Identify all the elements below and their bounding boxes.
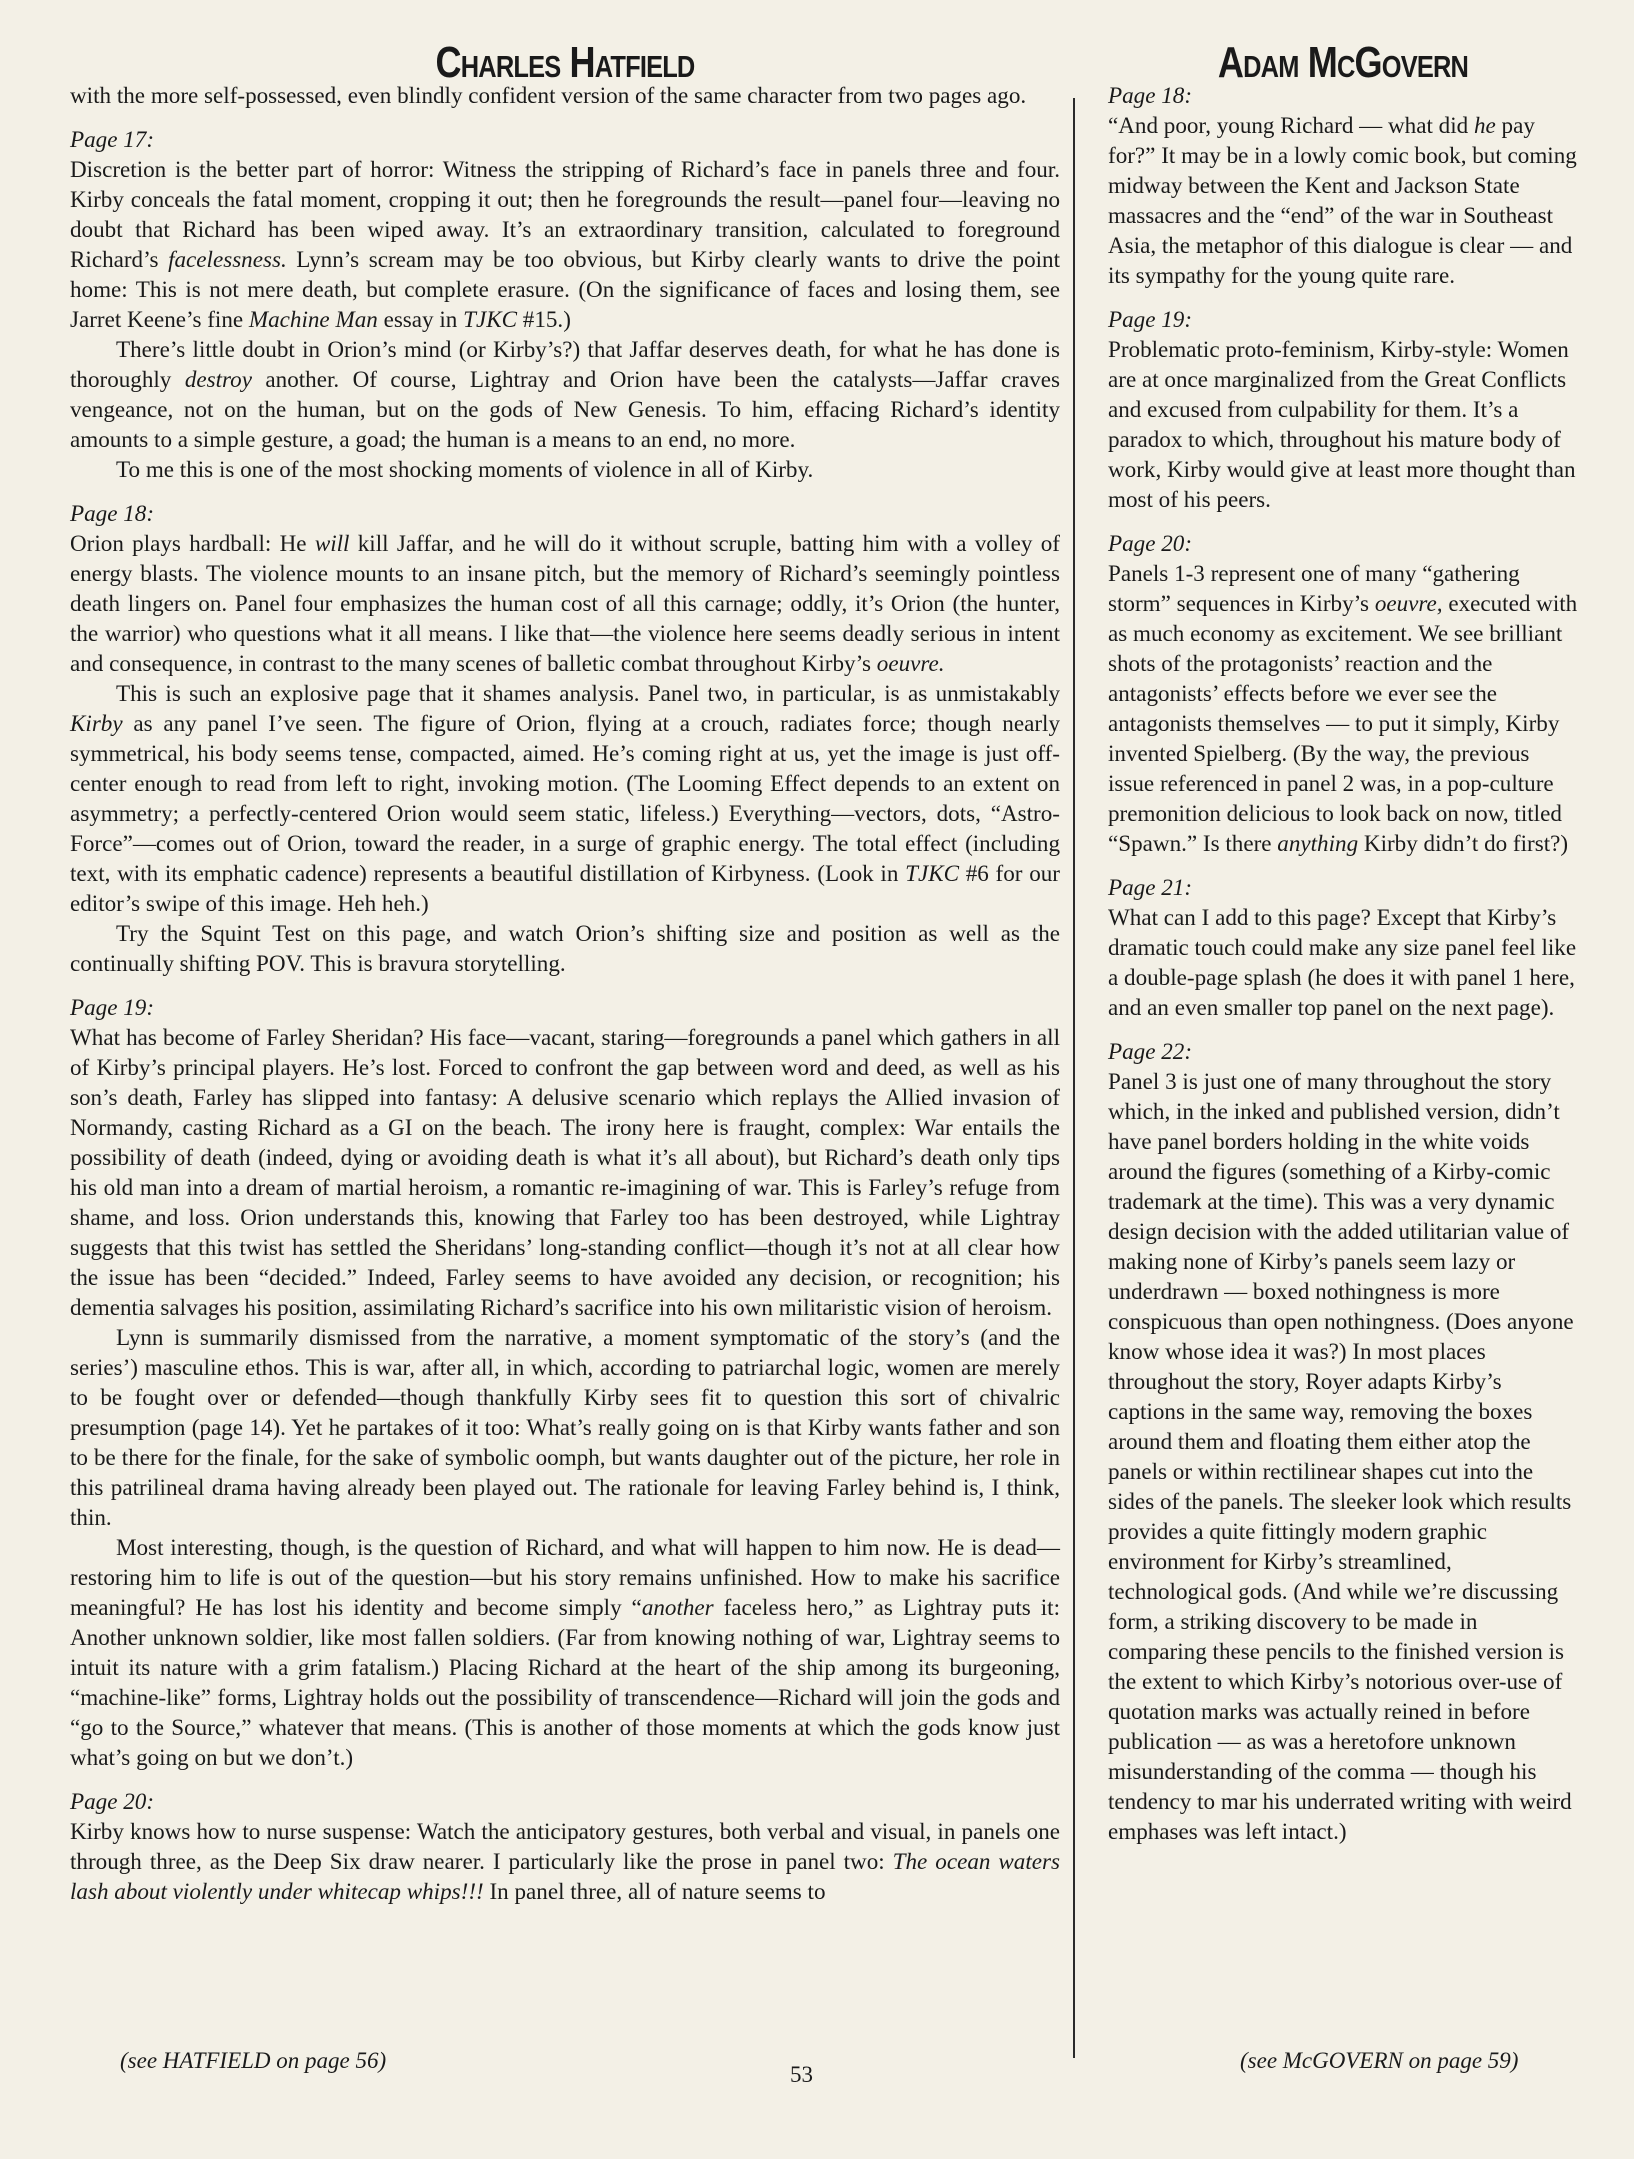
right-page19-paragraph: Problematic proto-feminism, Kirby-style: Women are at once marginalized from the Great Conflicts and excused from culpability for them. It’s a paradox to which, throughout his mature body of work, Kirby would give at least more thought than most of his peers. (1108, 336, 1576, 512)
left-continuation-note: (see HATFIELD on page 56) (120, 2048, 387, 2073)
intro-paragraph: with the more self-possessed, even blindly confident version of the same character from two pages ago. (70, 82, 1027, 108)
left-page19-paragraph-2: Lynn is summarily dismissed from the narrative, a moment symptomatic of the story’s (and the series’) masculine ethos. This is war, after all, in which, according to patriarchal logic, women are merely to be fought over or defended—though thankfully Kirby sees fit to question this sort of chivalric presumption (page 14). Yet he partakes of it too: What’s really going on is that Kirby wants father and son to be there for the finale, for the sake of symbolic oomph, but wants daughter out of the picture, her role in this patrilineal drama having already been played out. The rationale for leaving Farley behind is, I think, thin. (70, 1324, 1060, 1530)
right-page21-heading: Page 21: (1108, 874, 1193, 900)
left-column-hatfield (70, 38, 1061, 1906)
right-page21-paragraph: What can I add to this page? Except that Kirby’s dramatic touch could make any size panel feel like a double-page splash (he does it with panel 1 here, and an even smaller top panel on the next page). (1108, 904, 1577, 1020)
right-page20-paragraph: Panels 1-3 represent one of many “gathering storm” sequences in Kirby’s oeuvre, executed with as much economy as excitement. We see brilliant shots of the protagonists’ reaction and the antagonists’ effects before we ever see the antagonists themselves — to put it simply, Kirby invented Spielberg. (By the way, the previous issue referenced in panel 2 was, in a pop-culture premonition delicious to look back on now, titled “Spawn.” Is there anything Kirby didn’t do first?) (1108, 560, 1578, 856)
left-page17-paragraph-3: To me this is one of the most shocking moments of violence in all of Kirby. (116, 456, 814, 482)
left-page18-paragraph-2: This is such an explosive page that it shames analysis. Panel two, in particular, is as unmistakably Kirby as any panel I’ve seen. The figure of Orion, flying at a crouch, radiates force; though nearly symmetrical, his body seems tense, compacted, aimed. He’s coming right at us, yet the image is just off-center enough to read from left to right, invoking motion. (The Looming Effect depends to an extent on asymmetry; a perfectly-centered Orion would seem static, lifeless.) Everything—vectors, dots, “Astro-Force”—comes out of Orion, toward the reader, in a surge of graphic energy. The total effect (including text, with its emphatic cadence) represents a beautiful distillation of Kirbyness. (Look in TJKC #6 for our editor’s swipe of this image. Heh heh.) (70, 680, 1060, 916)
left-page19-paragraph-1: What has become of Farley Sheridan? His face—vacant, staring—foregrounds a panel which gathers in all of Kirby’s principal players. He’s lost. Forced to confront the gap between word and deed, as well as his son’s death, Farley has slipped into fantasy: A delusive scenario which replays the Allied invasion of Normandy, casting Richard as a GI on the beach. The irony here is fraught, complex: War entails the possibility of death (indeed, dying or avoiding death is what it’s all about), but Richard’s death only tips his old man into a dream of martial heroism, a romantic re-imagining of war. This is Farley’s refuge from shame, and loss. Orion understands this, knowing that Farley too has been destroyed, while Lightray suggests that this twist has settled the Sheridans’ long-standing conflict—though it’s not at all clear how the issue has been “decided.” Indeed, Farley seems to have avoided any decision, or recognition; his dementia salvages his position, assimilating Richard’s sacrifice into his own militaristic vision of heroism. (70, 1024, 1060, 1320)
right-page18-heading: Page 18: (1108, 82, 1193, 108)
right-page19-heading: Page 19: (1108, 306, 1193, 332)
right-page18-paragraph: “And poor, young Richard — what did he pay for?” It may be in a lowly comic book, but coming midway between the Kent and Jackson State massacres and the “end” of the war in Southeast Asia, the metaphor of this dialogue is clear — and its sympathy for the young quite rare. (1108, 112, 1577, 288)
right-continuation-note: (see McGOVERN on page 59) (1240, 2048, 1519, 2073)
left-column-title: Charles Hatfield (435, 38, 695, 87)
left-page17-paragraph-1: Discretion is the better part of horror: Witness the stripping of Richard’s face in panels three and four. Kirby conceals the fatal moment, cropping it out; then he foregrounds the result—panel four—leaving no doubt that Richard has been wiped away. It’s an extraordinary transition, calculated to foreground Richard’s facelessness. Lynn’s scream may be too obvious, but Kirby clearly wants to drive the point home: This is not mere death, but complete erasure. (On the significance of faces and losing them, see Jarret Keene’s fine Machine Man essay in TJKC #15.) (70, 156, 1061, 332)
left-page17-heading: Page 17: (70, 126, 155, 152)
left-page20-paragraph-1: Kirby knows how to nurse suspense: Watch the anticipatory gestures, both verbal and visual, in panels one through three, as the Deep Six draw nearer. I particularly like the prose in panel two: The ocean waters lash about violently under whitecap whips!!! In panel three, all of nature seems to (70, 1818, 1060, 1904)
left-page17-paragraph-2: There’s little doubt in Orion’s mind (or Kirby’s?) that Jaffar deserves death, for what he has done is thoroughly destroy another. Of course, Lightray and Orion have been the catalysts—Jaffar craves vengeance, not on the human, but on the gods of New Genesis. To him, effacing Richard’s identity amounts to a simple gesture, a goad; the human is a means to an end, no more. (70, 336, 1060, 452)
right-page22-paragraph: Panel 3 is just one of many throughout the story which, in the inked and published version, didn’t have panel borders holding in the white voids around the figures (something of a Kirby-comic trademark at the time). This was a very dynamic design decision with the added utilitarian value of making none of Kirby’s panels seem lazy or underdrawn — boxed nothingness is more conspicuous than open nothingness. (Does anyone know whose idea it was?) In most places throughout the story, Royer adapts Kirby’s captions in the same way, removing the boxes around them and floating them either atop the panels or within rectilinear shapes cut into the sides of the panels. The sleeker look which results provides a quite fittingly modern graphic environment for Kirby’s streamlined, technological gods. (And while we’re discussing form, a striking discovery to be made in comparing these pencils to the finished version is the extent to which Kirby’s notorious over-use of quotation marks was actually reined in before publication — as was a heretofore unknown misunderstanding of the comma — though his tendency to mar his underrated writing with weird emphases was left intact.) (1108, 1068, 1574, 1844)
right-column-mcgovern (1108, 38, 1578, 1846)
page-number: 53 (790, 2062, 813, 2087)
left-page19-heading: Page 19: (70, 994, 155, 1020)
left-page18-paragraph-1: Orion plays hardball: He will kill Jaffar, and he will do it without scruple, batting him with a volley of energy blasts. The violence mounts to an insane pitch, but the memory of Richard’s seemingly pointless death lingers on. Panel four emphasizes the human cost of all this carnage; oddly, it’s Orion (the hunter, the warrior) who questions what it all means. I like that—the violence here seems deadly serious in intent and consequence, in contrast to the many scenes of balletic combat throughout Kirby’s oeuvre. (70, 530, 1060, 676)
right-page20-heading: Page 20: (1108, 530, 1193, 556)
left-page18-paragraph-3: Try the Squint Test on this page, and watch Orion’s shifting size and position as well as the continually shifting POV. This is bravura storytelling. (70, 920, 1060, 976)
right-column-title: Adam McGovern (1217, 38, 1469, 87)
left-page20-heading: Page 20: (70, 1788, 155, 1814)
left-page19-paragraph-3: Most interesting, though, is the question of Richard, and what will happen to him now. He is dead—restoring him to life is out of the question—but his story remains unfinished. How to make his sacrifice meaningful? He has lost his identity and become simply “another faceless hero,” as Lightray puts it: Another unknown soldier, like most fallen soldiers. (Far from knowing nothing of war, Lightray seems to intuit its nature with a grim fatalism.) Placing Richard at the heart of the ship among its burgeoning, “machine-like” forms, Lightray holds out the possibility of transcendence—Richard will join the gods and “go to the Source,” whatever that means. (This is another of those moments at which the gods know just what’s going on but we don’t.) (70, 1534, 1060, 1770)
column-divider (1073, 98, 1075, 2058)
right-page22-heading: Page 22: (1108, 1038, 1193, 1064)
left-page18-heading: Page 18: (70, 500, 155, 526)
